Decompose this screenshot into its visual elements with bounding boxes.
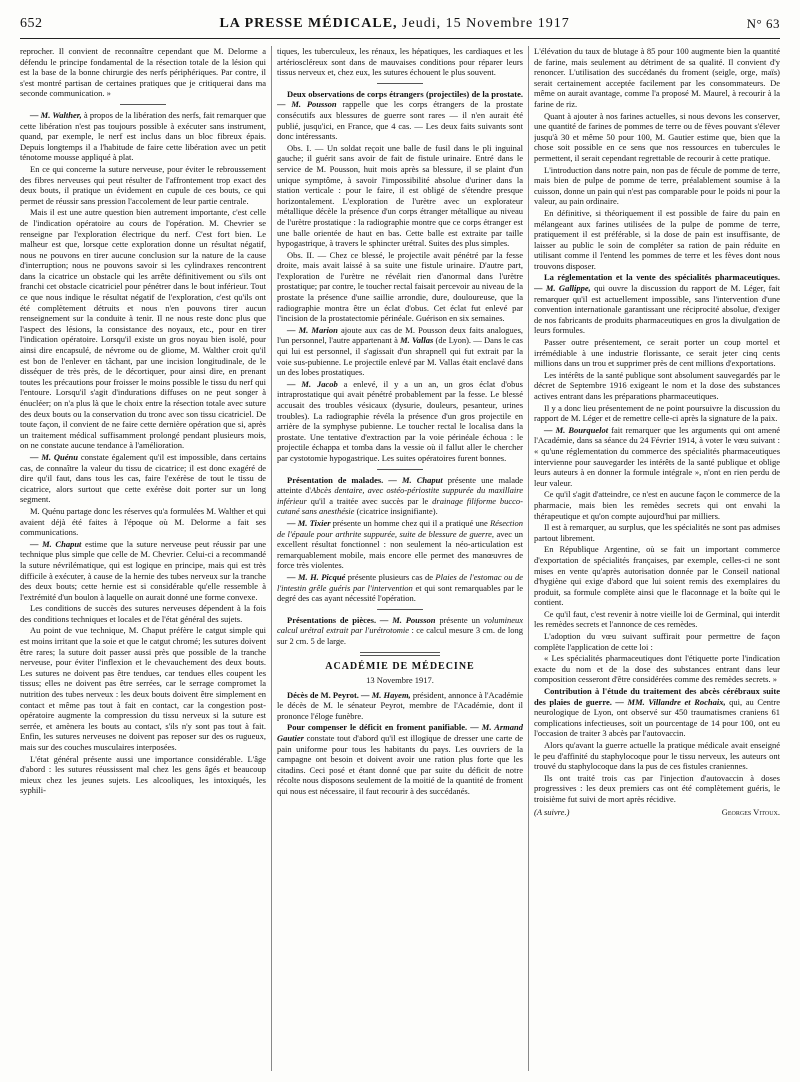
paragraph-text: (cicatrice insignifiante). — [354, 506, 438, 517]
paragraph-text: président, annonce à l'Académie le décès de M. le sénateur Peyrot, membre de l'Académie, dont il prononce l'éloge funèbre. — [277, 689, 523, 721]
paragraph-text: à propos de la libération des nerfs, fait remarquer que cette libération n'est pas toujours possible à exécuter sans instrument, quand, par exemple, le nerf est inclus dans un bloc fibreux épais. Depuis longtemps il a l'habitude de faire cette libération avec un petit ténotome mousse appliqué à plat. — [20, 109, 266, 163]
italic-text: drainage filiforme bucco-cutané sans anesthésie — [277, 495, 523, 517]
speaker-name: — M. Chaput — [30, 538, 82, 549]
paragraph-text: , avec un excellent résultat fonctionnel : non seulement la néo-articulation est remarquablement mobile, mais encore elle permet des manœuvres de force très violentes. — [277, 528, 523, 571]
paragraph — [277, 518, 523, 571]
article-signature — [534, 807, 780, 818]
paragraph: Passer outre présentement, ce serait porter un coup mortel et irrémédiable à une industrie florissante, ce serait jeter cinq cents millions dans un trou et supprimer près de cent millions d'exportations. — [534, 337, 780, 369]
subheading: Pour compenser le déficit en froment panifiable. — [287, 722, 468, 733]
paragraph: En définitive, si théoriquement il est possible de faire du pain en mélangeant aux farines utilisées de la pulpe de pomme de terre, pratiquement il est préférable, si la dose de pain est insuffisante, de laisser au public le soin de compléter sa ration de pain réduite en utilisant comme il l'entend les pommes de terre et les fèves dont nous trouvons disposer. — [534, 207, 780, 271]
paragraph: Alors qu'avant la guerre actuelle la pratique médicale avait enseigné le peu d'affinité du staphylocoque pour le tissu nerveux, les auteurs ont trouvé du staphylocoque dans la pus de ces fistules craniennes. — [534, 740, 780, 772]
journal-title — [219, 16, 569, 32]
paragraph: Au point de vue technique, M. Chaput préfère le catgut simple qui est moins irritant que la soie et que le catgut chromé; les sutures doivent être rares; la suture doit passer aussi près que possible de la tranche nerveuse, pour éviter l'inflexion et le chevauchement des deux bouts. Les sutures ne doivent pas être tendues, car tendues elles coupent les tissus; elles ne doivent pas être serrées, car le serrage compromet la nutrition des tubes nerveux : les deux bouts doivent être simplement en contact et même pas tout à fait en contact, car la congestion post-opératoire augmente la compression du tissu nerveux si la suture est serrée, et amènera les bouts au contact, s'ils n'y sont pas tout à fait. Enfin, les sutures nerveuses ne doivent pas reposer sur des os rugueux, mais sur des couches musculaires interposées. — [20, 625, 266, 752]
speaker-name: — M. Pousson — [277, 99, 337, 110]
paragraph-text: constate tout d'abord qu'il est illogique de dresser une carte de pain uniforme pour tous les habitants du pays. Les ouvriers de la campagne ont besoin et doivent avoir une ration plus forte que les citadins. Ceci posé et étant donné que par suite du déficit de notre récolte nous disposons seulement de la moitié de la quantité de froment qui nous est nécessaire, il faut recourir à des succédanés. — [277, 733, 523, 796]
paragraph-text: rappelle que les corps étrangers de la prostate consécutifs aux blessures de guerre sont rares — il n'en aurait été publié, jusqu'ici, en France, que 4 cas. — Les deux faits suivants sont donc intéressants. — [277, 99, 523, 142]
paragraph: En République Argentine, où se fait un important commerce d'exportation de spécialités françaises, par exemple, celles-ci ne sont mises en vente qu'après autorisation donnée par le Conseil national d'hygiène qui exige d'abord que lui soient remis des exemplaires du produit, sa formule complète ainsi que le flaconnage et la boîte qui le contient. — [534, 544, 780, 608]
paragraph — [277, 572, 523, 604]
paragraph: « Les spécialités pharmaceutiques dont l'étiquette porte l'indication exacte du nom et de la dose des substances entrant dans leur composition cesseront d'être considérées comme des remèdes secrets. » — [534, 653, 780, 685]
paragraph: Il est à remarquer, au surplus, que les spécialités ne sont pas admises partout librement. — [534, 522, 780, 543]
speaker-name: — MM. Villandre et Rochaix, — [611, 696, 726, 707]
speaker-name: M. Vallas — [400, 335, 434, 346]
subheading: Présentations de pièces. — [287, 614, 377, 625]
paragraph: tiques, les tuberculeux, les rénaux, les hépatiques, les cardiaques et les artérioscléreux sont dans de mauvaises conditions pour réparer leurs tissus nerveux et, chez eux, les sutures échouent le plus souvent. — [277, 46, 523, 78]
italic-text: volumineux calcul urétral extrait par l'urétrotomie — [277, 614, 523, 636]
paragraph-text: et qui sont remarquables par le degré des cas ayant nécessité l'opération. — [277, 582, 523, 604]
paragraph: En ce qui concerne la suture nerveuse, pour éviter le rebroussement des fibres nerveuses qui peut résulter de l'affrontement trop exact des deux bouts, il pratique un évidement en cupule de ces bouts, ce qui permet de réussir sans pression l'accolement de leur partie centrale. — [20, 163, 266, 206]
separator — [377, 469, 423, 470]
paragraph: Quant à ajouter à nos farines actuelles, si nous devons les conserver, une quantité de farines de pommes de terre ou de fèves pouvant s'élever jusqu'à 30 et même 50 pour 100, M. Gautier estime que, bien que la chose soit possible en ce sens que nos ressources en tubercules le permettent, il serait cependant regrettable de recourir à cette pratique. — [534, 110, 780, 163]
issue-date: Jeudi, 15 Novembre 1917 — [402, 16, 570, 31]
paragraph — [277, 475, 523, 517]
speaker-name: — M. Hayem, — [358, 689, 411, 700]
paragraph — [277, 690, 523, 722]
paragraph — [534, 272, 780, 336]
paragraph-text: (de Lyon). — Dans le cas qui lui est personnel, il s'agissait d'un shrapnell qui fut extrait par la voie sus-pubienne. Le projectile enlevé par M. Vallas était enclavé dans un des lobes prostatiques. — [277, 335, 523, 378]
paragraph-text: qui, au Centre neurologique de Lyon, ont observé sur 450 traumatismes craniens 61 complications infectieuses, soit un pourcentage de 14 pour 100, ont eu l'occasion de traiter 3 abcès par l'autovaccin. — [534, 696, 780, 739]
paragraph-text: a enlevé, il y a un an, un gros éclat d'obus intraprostatique qui avait pénétré probablement par la fesse. Le blessé accusait des troubles vésicaux (dysurie, douleurs, pesanteur, urines troubles). La radiographie révéla la présence d'un gros projectile en arrière de la symphyse pubienne. Le toucher rectal le localisa dans la prostate. Une tentative d'extraction par la voie périnéale échoua : le projectile échappa et tomba dans la vessie où il fallut aller le chercher par cystotomie hypogastrique. Les suites opératoires furent bonnes. — [277, 378, 523, 463]
paragraph-text: présente un homme chez qui il a pratiqué une — [330, 517, 490, 528]
paragraph — [20, 539, 266, 603]
speaker-name: — M. Armand Gautier — [277, 722, 523, 744]
italic-text: Plaies de l'estomac ou de l'intestin grêle guéris par l'intervention — [277, 571, 523, 593]
paragraph-text: qui ouvre la discussion du rapport de M. Léger, fait remarquer qu'il est actuellement impossible, sans l'intervention d'une convention internationale garantissant une réciprocité absolue, d'exiger de nos fabricants de produits pharmaceutiques en gros la divulgation de leurs formules. — [534, 283, 780, 336]
page-number: 652 — [20, 16, 43, 31]
separator — [377, 83, 423, 84]
speaker-name: — M. Bourquelot — [544, 424, 609, 435]
speaker-name: — M. Jacob — [287, 378, 338, 389]
separator — [377, 609, 423, 610]
paragraph-text: présente un — [435, 614, 484, 625]
speaker-name: — M. Pousson — [376, 614, 436, 625]
speaker-name: — M. Marion — [287, 324, 338, 335]
speaker-name: — M. Quénu — [30, 451, 79, 462]
paragraph-text: estime que la suture nerveuse peut réussir par une technique plus simple que celle de M. Chevrier. Celui-ci a recommandé la suture névrilématique, qui est logique en principe, mais qui est très difficile à exécuter, à cause de la hernie des tubes nerveux sur la tranche des deux bouts; cette hernie est si considérable qu'elle ressemble à l'extrémité d'un boulon à laquelle on aurait donné une forme convexe. — [20, 538, 266, 602]
column-divider — [271, 46, 272, 1071]
paragraph — [277, 379, 523, 464]
paragraph: Les conditions de succès des sutures nerveuses dépendent à la fois des conditions techniques et locales et de l'état général des sujets. — [20, 603, 266, 624]
paragraph-text: constate également qu'il est impossible, dans certains cas, de connaître la valeur du tissu de cicatrice; il est donc exagéré de dire qu'il faut, dans tous les cas, faire l'exérèse de tout le tissu de cicatrice, alors surtout que cette exérèse doit porter sur un long segment. — [20, 451, 266, 505]
paragraph — [20, 452, 266, 505]
subheading: Contribution à l'étude du traitement des abcès cérébraux suite des plaies de guerre. — [534, 686, 780, 707]
issue-number: N° 63 — [746, 16, 780, 31]
paragraph: Les intérêts de la santé publique sont absolument sauvegardés par le décret de Septembre 1916 exigeant le nom et la dose des substances actives entrant dans les préparations pharmaceutiques. — [534, 369, 780, 401]
paragraph: L'introduction dans notre pain, non pas de fécule de pomme de terre, mais bien de pulpe de pomme de terre, préalablement soumise à la cuisson, donne un pain qui n'est pas comparable pour le poids ni pour la valeur, au pain ordinaire. — [534, 164, 780, 207]
paragraph: Il y a donc lieu présentement de ne point poursuivre la discussion du rapport de M. Léger et de remettre celle-ci après la signature de la paix. — [534, 402, 780, 424]
italic-text: Résection de l'épaule pour arthrite suppurée, suite de blessure de guerre — [277, 517, 523, 539]
paragraph: M. Quénu partage donc les réserves qu'a formulées M. Walther et qui avaient déjà été faites à l'époque où M. Delorme a fait ses communications. — [20, 505, 266, 538]
paragraph-text: présente une malade atteinte d' — [277, 474, 523, 496]
paragraph: reprocher. Il convient de reconnaître cependant que M. Delorme a défendu le principe fondamental de la résection totale de la lésion qui est la base de la bonne chirurgie des nerfs périphériques. Par contre, il s'est montré partisan de certaines pratiques que je critiquerai dans ma seconde communication. » — [20, 46, 266, 99]
paragraph-text: présente plusieurs cas de — [345, 571, 436, 582]
subheading: Deux observations de corps étrangers (projectiles) de la prostate. — [287, 88, 523, 99]
paragraph: Mais il est une autre question bien autrement importante, c'est celle de l'indication opératoire au cours de l'opération. M. Chevrier se renseigne par l'exploration électrique du nerf. C'est fort bien. Le malheur est que, lorsque cette exploration donne un résultat négatif, nous ne pouvons en tirer aucune conclusion sur la nature de la cause d'interruption; nous ne pouvons savoir si les cylindraxes rencontrent dans la cicatrice un obstacle qui les arrête définitivement ou s'ils ont franchi cet obstacle cicatriciel pour pénétrer dans le bout inférieur. Tout ce que nous indique le résultat négatif de l'exploration, c'est qu'ils ont été complètement détruits et nous n'en pouvons tirer aucun renseignement sur la conduite à tenir. Il ne nous reste donc plus que l'aspect des lésions, la consistance des noyaux, etc., pour en tirer l'indication opératoire. Lorsqu'il existe un gros noyau bien isolé, pour ainsi dire encapsulé, de névrome ou de gliome, M. Walther croit qu'il est bon de l'enlever en tâchant, par une incision longitudinale, de le disséquer de très près, de le décortiquer, pour ainsi dire, en prenant toutes les précautions pour froisser le moins possible le tissu du nerf qui l'entoure. Lorsqu'il s'agit d'indurations diffuses on ne peut songer à énucléer; on n'a plus là que le choix entre la résection totale avec suture des deux bouts ou la conservation du tronc avec son tissu cicatriciel. De toute façon, il convient de ne faire cette dernière opération que si, après un traitement médical suffisamment prolongé pendant plusieurs mois, on ne constate aucune tendance à l'amélioration. — [20, 207, 266, 451]
paragraph: L'élévation du taux de blutage à 85 pour 100 augmente bien la quantité de farine, mais seulement au détriment de sa qualité. Il convient d'y renoncer. L'utilisation des succédanés du froment (seigle, orge, maïs) serait certainement acceptée facilement par les consommateurs. De même on aurait avantage, comme l'a proposé M. Maurel, à recourir à la farine de riz. — [534, 46, 780, 109]
speaker-name: — M. Tixier — [287, 517, 331, 528]
column-left — [20, 46, 266, 1071]
column-right — [534, 46, 780, 1071]
paragraph: L'adoption du vœu suivant suffirait pour permettre de façon complète l'application de cette loi : — [534, 631, 780, 652]
paragraph: Obs. II. — Chez ce blessé, le projectile avait pénétré par la fesse droite, mais avait laissé à sa suite une fistule urinaire. D'autre part, l'exploration de l'urètre ne révélait rien d'anormal dans l'urètre prostatique; par contre, le toucher rectal faisait percevoir au niveau de la prostate la présence d'une saillie arrondie, dure, douloureuse, que la radiographie montra être un éclat d'obus. Cet éclat fut enlevé par l'incision de la prostatectomie périnéale. Guérison en six semaines. — [277, 249, 523, 324]
speaker-name: — M. Gallippe, — [534, 283, 591, 294]
paragraph-text: fait remarquer que les arguments qui ont amené l'Académie, dans sa séance du 24 Février 1914, à voter le vœu suivant : « qu'une réglementation du commerce des spécialités pharmaceutiques intervienne pour sauvegarder les intérêts de la santé publique et oblige leurs auteurs à en donner la formule intégrale », n'ont en rien perdu de leur valeur. — [534, 424, 780, 488]
header-rule — [20, 38, 780, 39]
paragraph-text: : ce calcul mesure 3 cm. de long sur 2 cm. 5 de large. — [277, 625, 523, 646]
subheading: Présentation de malades. — [287, 474, 384, 485]
paragraph: Ce qu'il faut, c'est revenir à notre vieille loi de Germinal, qui interdit les remèdes secrets et l'annonce de ces remèdes. — [534, 608, 780, 630]
separator — [120, 104, 166, 105]
paragraph-text: ajoute aux cas de M. Pousson deux faits analogues, l'un personnel, l'autre appartenant à — [277, 324, 523, 346]
section-date: 13 Novembre 1917. — [366, 675, 434, 686]
paragraph — [277, 722, 523, 796]
italic-text: Abcès dentaire, avec ostéo-périostite suppurée du maxillaire inférieur — [277, 485, 523, 506]
subheading: La réglementation et la vente des spécialités pharmaceutiques. — [544, 272, 780, 283]
paragraph-text: qu'il a traitée avec succès par le — [306, 495, 433, 506]
column-divider — [528, 46, 529, 1071]
paragraph — [20, 110, 266, 163]
paragraph: Ils ont traité trois cas par l'injection d'autovaccin à doses progressives : les deux premiers cas ont été complètement guéris, le troisième fut suivi de mort après récidive. — [534, 772, 780, 804]
page-header — [20, 12, 780, 36]
to-be-continued: (A suivre.) — [534, 806, 570, 817]
paragraph — [277, 325, 523, 378]
paragraph: L'état général présente aussi une importance considérable. L'âge d'abord : les sutures réussissent mal chez les gens âgés et beaucoup mieux chez les jeunes sujets. Les alcooliques, les intoxiqués, les syphili- — [20, 753, 266, 796]
speaker-name: — M. Chaput — [383, 474, 443, 485]
speaker-name: — M. H. Picqué — [287, 571, 346, 582]
paragraph — [277, 89, 523, 142]
journal-name: LA PRESSE MÉDICALE, — [219, 16, 398, 31]
author-name: Georges Vitoux. — [721, 806, 780, 817]
paragraph: Ce qu'il s'agit d'atteindre, ce n'est en aucune façon le commerce de la pharmacie, mais bien les remèdes secrets qui ont envahi la thérapeutique et qu'on compte aujourd'hui par milliers. — [534, 489, 780, 521]
paragraph — [534, 686, 780, 739]
paragraph — [277, 615, 523, 647]
section-title: ACADÉMIE DE MÉDECINE — [325, 661, 475, 673]
section-rule — [360, 652, 440, 656]
column-middle — [277, 46, 523, 1071]
subheading: Décès de M. Peyrot. — [287, 689, 359, 700]
paragraph: Obs. I. — Un soldat reçoit une balle de fusil dans le pli inguinal gauche; il guérit sans avoir de fait de fistule urinaire. Entré dans le service de M. Pousson, huit mois après sa blessure, il se plaint d'un unique symptôme, à savoir l'impossibilité absolue d'uriner dans la station verticale : pour le faire, il est obligé de s'étendre presque horizontalement. L'exploration de l'urètre avec un explorateur métallique décèle la présence d'un corps étranger métallique au niveau de l'urètre prostatique : la radiographie montre que ce corps étranger est une balle orientée de haut en bas. Cette balle est extraite par taille hypogastrique, à travers le sphincter urétral. Suites des plus simples. — [277, 142, 523, 249]
paragraph — [534, 425, 780, 489]
speaker-name: — M. Walther, — [30, 109, 82, 120]
